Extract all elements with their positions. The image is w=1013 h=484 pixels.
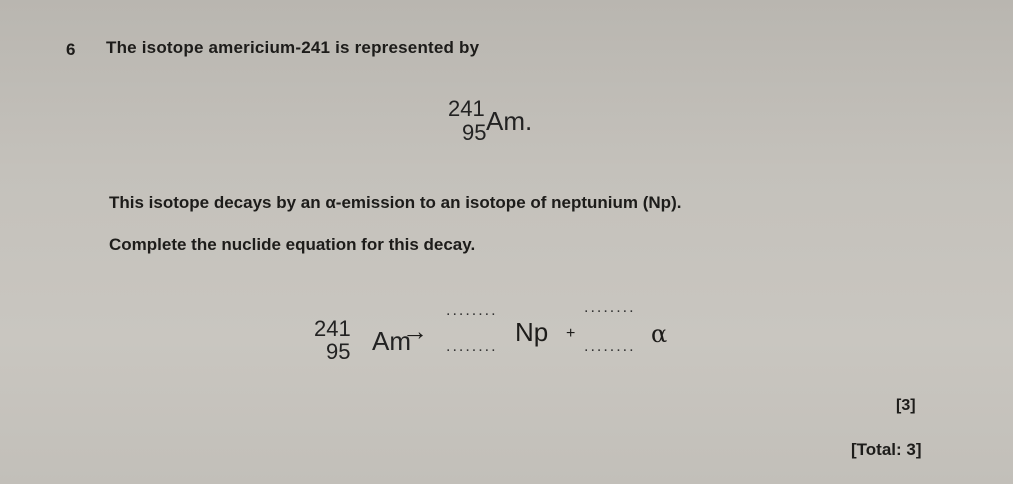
- marks-label: [3]: [896, 397, 916, 414]
- decay-statement: This isotope decays by an α-emission to an isotope of neptunium (Np).: [109, 193, 682, 212]
- alpha-mass-number-blank[interactable]: ........: [584, 299, 636, 316]
- reaction-arrow: →: [402, 316, 428, 346]
- product-symbol: Np: [515, 317, 549, 347]
- np-atomic-number-blank[interactable]: ........: [446, 338, 498, 355]
- alpha-symbol: α: [651, 320, 668, 348]
- americium-nuclide-notation: [448, 96, 558, 156]
- element-symbol: Am.: [486, 106, 533, 136]
- question-number: 6: [66, 40, 76, 59]
- plus-sign: +: [566, 325, 576, 342]
- total-marks-label: [Total: 3]: [851, 440, 922, 459]
- parent-mass-number: 241: [314, 316, 351, 341]
- parent-symbol: Am: [372, 326, 411, 356]
- np-mass-number-blank[interactable]: ........: [446, 302, 498, 319]
- question-stem: The isotope americium-241 is represented by: [106, 38, 480, 57]
- parent-atomic-number: 95: [326, 339, 351, 364]
- alpha-atomic-number-blank[interactable]: ........: [584, 338, 636, 355]
- mass-number: 241: [448, 96, 485, 121]
- atomic-number: 95: [462, 120, 487, 145]
- instruction-text: Complete the nuclide equation for this decay.: [109, 235, 476, 254]
